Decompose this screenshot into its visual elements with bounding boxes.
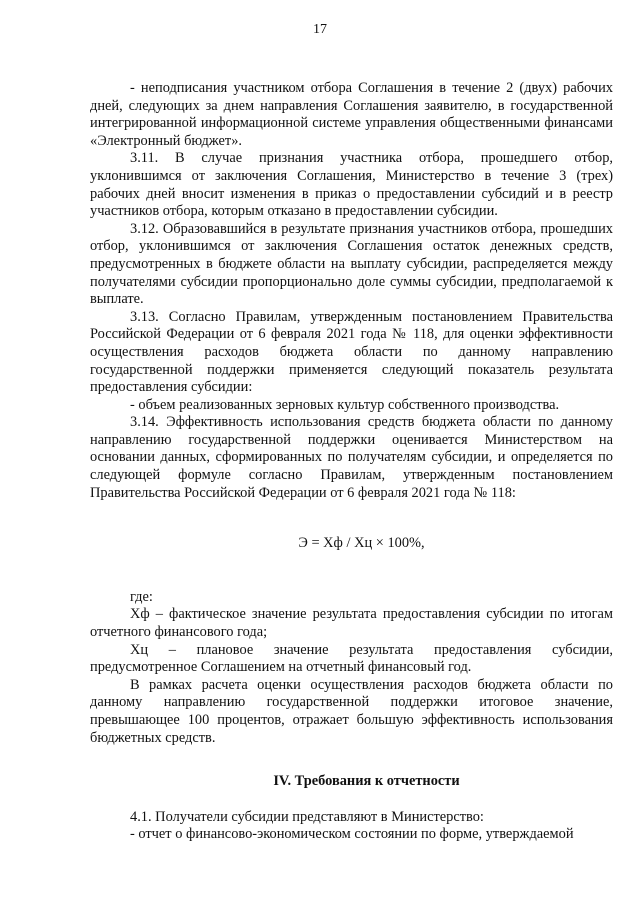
paragraph-where: где: — [130, 588, 153, 605]
paragraph-3-12: 3.12. Образовавшийся в результате признания участников отбора, прошедших отбор, уклонившимся от заключения Соглашения остаток денежных средств, предусмотренных в бюджете области на выплату субсидии, распределяется между получателями субсидии пропорционально доле суммы субсидии, предполагаемой к выплате. — [90, 220, 613, 308]
paragraph-4-1: 4.1. Получатели субсидии представляют в Министерство: — [130, 808, 484, 825]
paragraph-3-13: 3.13. Согласно Правилам, утвержденным постановлением Правительства Российской Федерации от 6 февраля 2021 года № 118, для оценки эффективности осуществления расходов бюджета области по данному направлению государственной поддержки применяется следующий показатель результата предоставления субсидии: — [90, 308, 613, 396]
paragraph-indicator: - объем реализованных зерновых культур собственного производства. — [130, 396, 560, 413]
efficiency-formula: Э = Хф / Хц × 100%, — [298, 535, 425, 552]
paragraph-xc-definition: Хц – плановое значение результата предоставления субсидии, предусмотренное Соглашением на отчетный финансовый год. — [90, 641, 613, 676]
paragraph-xf-definition: Хф – фактическое значение результата предоставления субсидии по итогам отчетного финансового года; — [90, 606, 613, 641]
paragraph-efficiency-note: В рамках расчета оценки осуществления расходов бюджета области по данному направлению государственной поддержки итоговое значение, превышающее 100 процентов, отражает большую эффективность использования бюджетных средств. — [90, 676, 613, 746]
document-body — [90, 80, 613, 844]
paragraph-report: - отчет о финансово-экономическом состоянии по форме, утверждаемой — [130, 826, 574, 843]
paragraph-unsigned-agreement: - неподписания участником отбора Соглашения в течение 2 (двух) рабочих дней, следующих за днем направления Соглашения заявителю, в государственной интегрированной информационной системе управления общественными финансами «Электронный бюджет». — [90, 80, 613, 149]
page-number: 17 — [313, 22, 327, 37]
paragraph-3-11: 3.11. В случае признания участника отбора, прошедшего отбор, уклонившимся от заключения Соглашения, Министерство в течение 3 (трех) рабочих дней вносит изменения в приказ о предоставлении субсидий и в реестр участников отбора, которым отказано в предоставлении субсидии. — [90, 150, 613, 220]
section-heading: IV. Требования к отчетности — [273, 773, 460, 790]
paragraph-3-14: 3.14. Эффективность использования средств бюджета области по данному направлению государственной поддержки оценивается Министерством на основании данных, сформированных по получателям субсидии, и определяется по следующей формуле согласно Правилам, утвержденным постановлением Правительства Российской Федерации от 6 февраля 2021 года № 118: — [90, 414, 613, 501]
